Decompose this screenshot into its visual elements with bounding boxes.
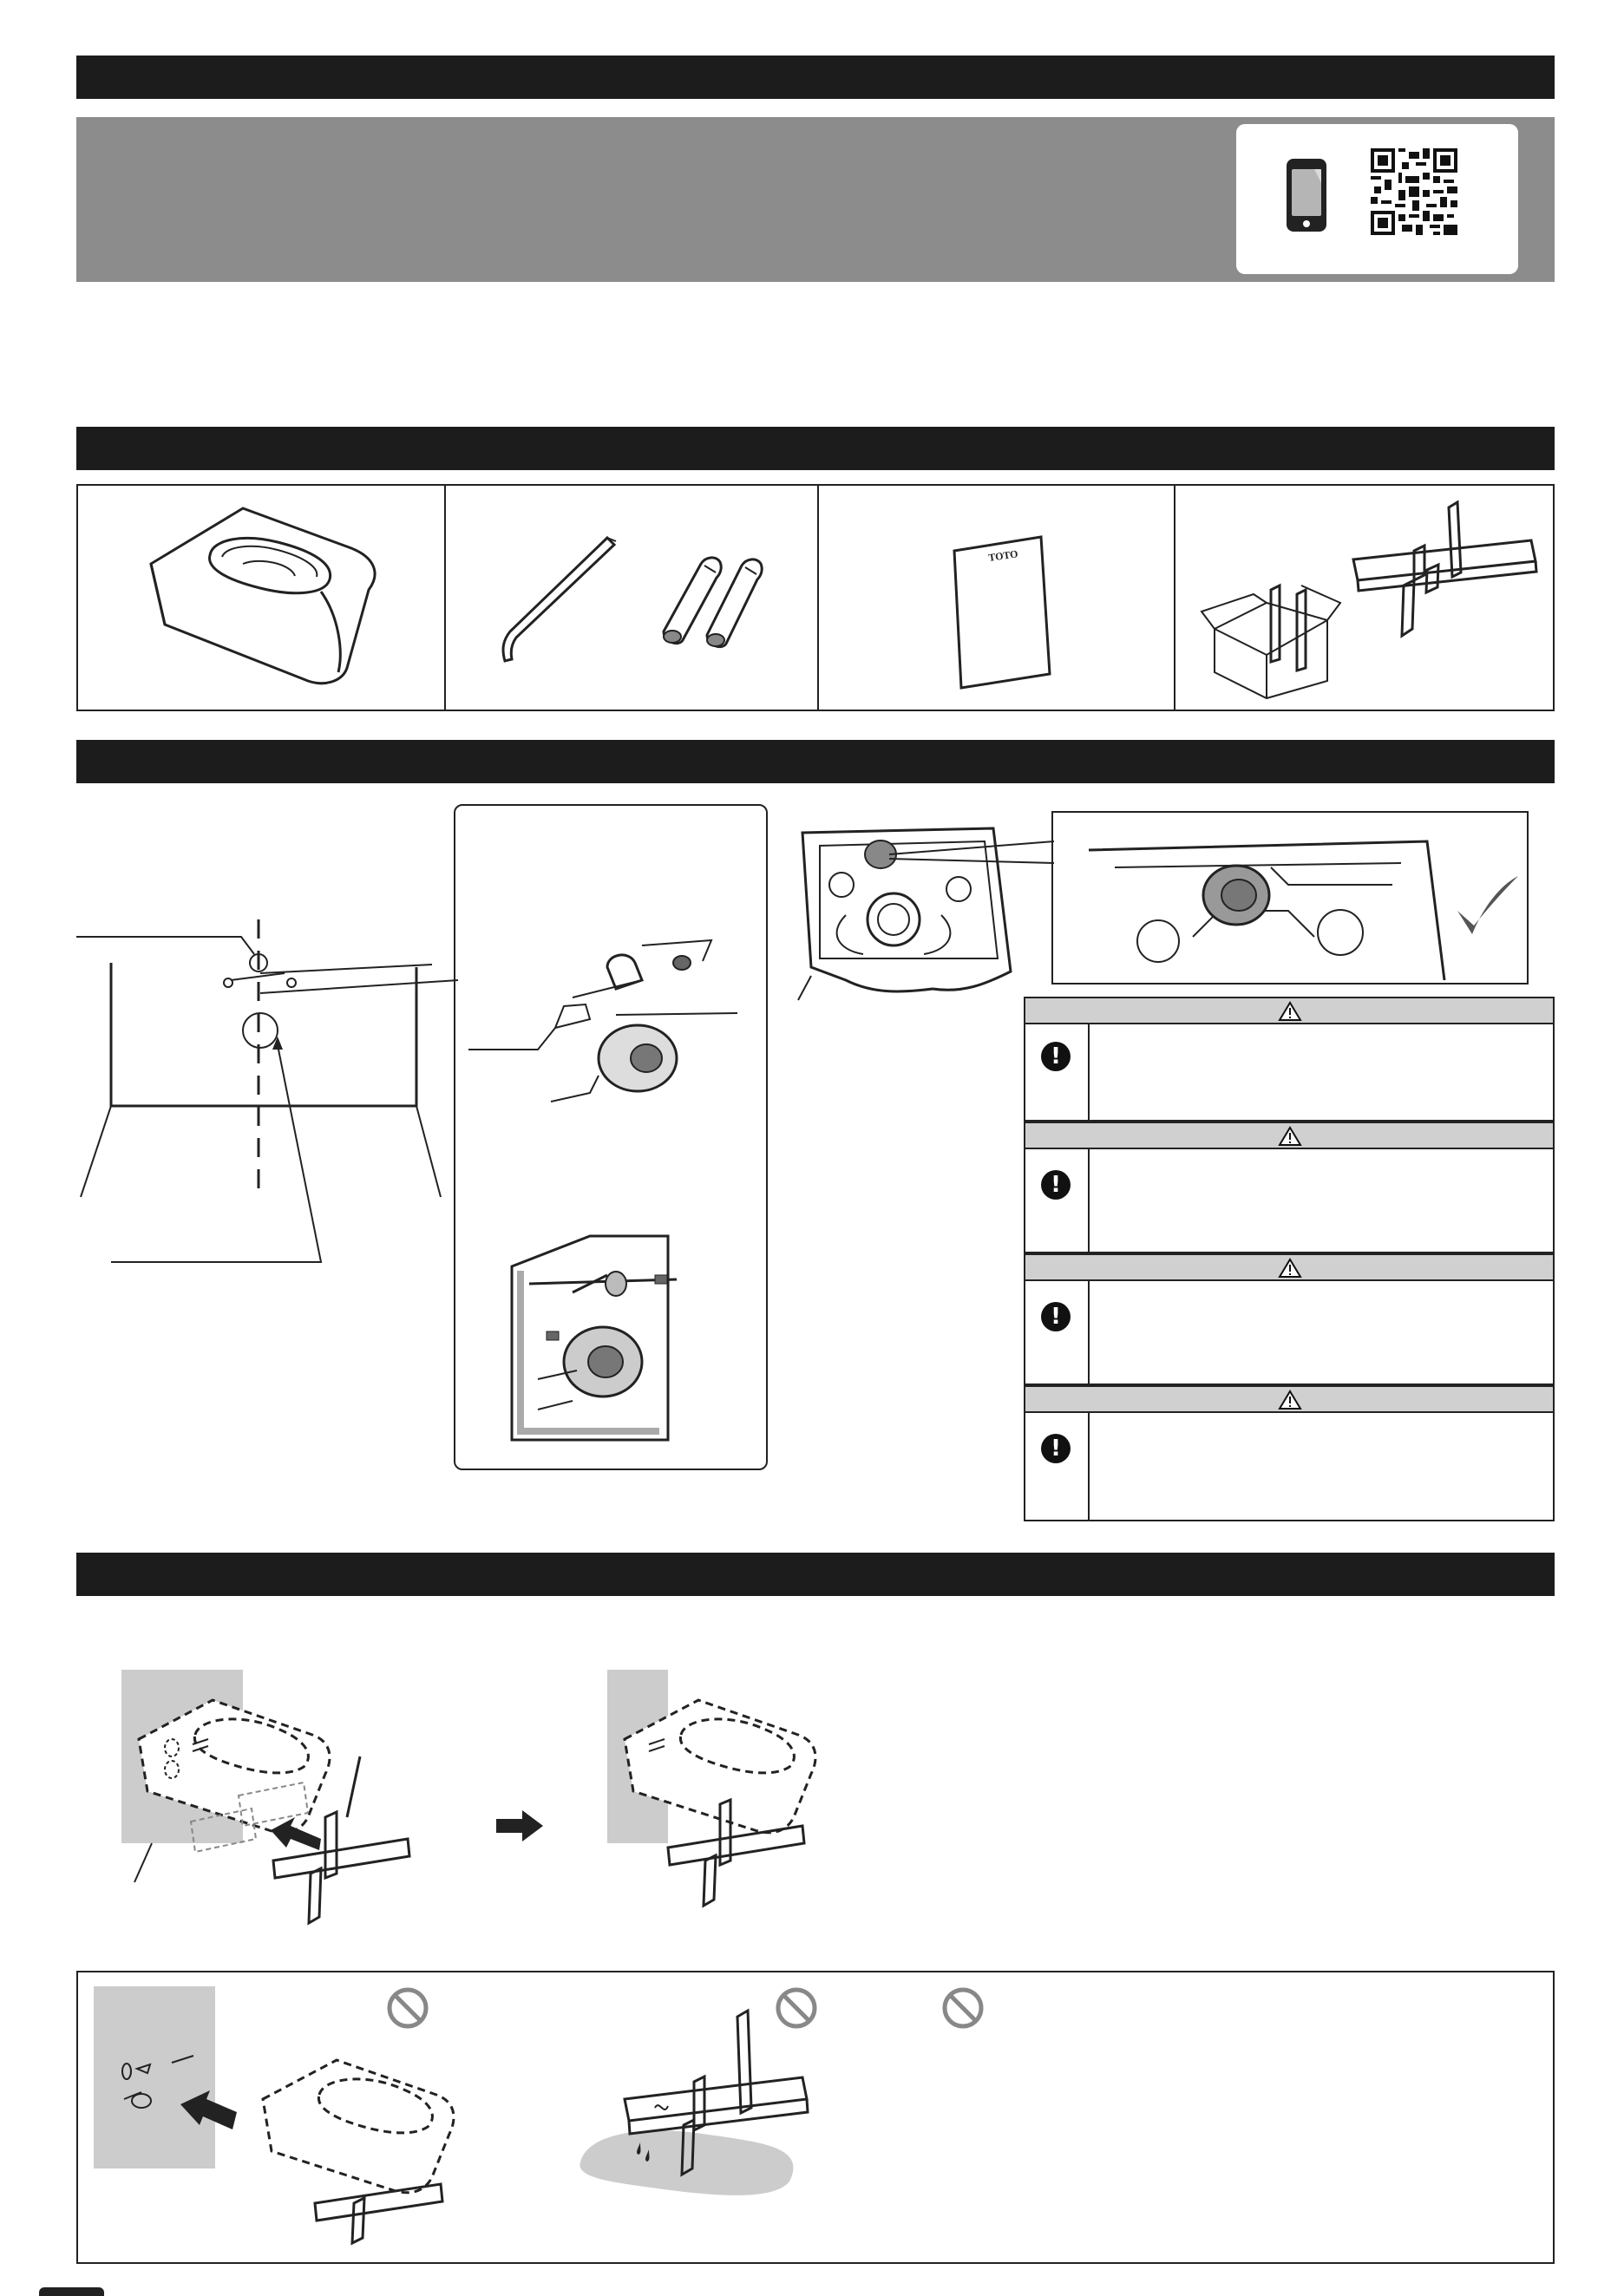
spacer-on-wet-floor-illustration (573, 1995, 833, 2203)
warning-body-4 (1024, 1413, 1555, 1521)
toilet-bowl-illustration (139, 494, 434, 694)
page-edge-marker (39, 2287, 104, 2296)
caution-exclamation-icon: ! (1041, 1170, 1071, 1200)
caution-exclamation-icon: ! (1041, 1042, 1071, 1071)
prohibited-icon (941, 1986, 985, 2030)
warning-body-3 (1024, 1281, 1555, 1385)
installation-section-bar (76, 1553, 1555, 1596)
preparation-section-bar (76, 740, 1555, 783)
warning-header-2 (1024, 1122, 1555, 1149)
warning-triangle-icon (1279, 1390, 1301, 1410)
packaging-spacer-illustration (1197, 490, 1562, 707)
qr-code-icon (1371, 148, 1457, 235)
smartphone-icon (1280, 157, 1332, 235)
top-title-bar (76, 56, 1555, 99)
spacer-installed-illustration (607, 1670, 868, 1904)
manual-logo: TOTO (987, 547, 1019, 564)
bolt-left (664, 558, 721, 644)
warning-triangle-icon (1279, 1127, 1301, 1146)
warning-body-2 (1024, 1149, 1555, 1253)
warning-header-3 (1024, 1253, 1555, 1281)
wall-mount-detail-illustration (503, 1232, 763, 1457)
caution-exclamation-icon: ! (1041, 1302, 1071, 1331)
warning-header-4 (1024, 1385, 1555, 1413)
carton-box (1202, 585, 1340, 698)
bolt-detail-illustration (468, 928, 755, 1240)
check-icon (1453, 872, 1522, 941)
caution-exclamation-icon: ! (1041, 1434, 1071, 1463)
arrow-right-icon (494, 1809, 547, 1843)
warning-header-1 (1024, 997, 1555, 1024)
incorrect-mounting-illustration (94, 1986, 458, 2238)
spacer-piece (1353, 502, 1536, 636)
warning-body-1 (1024, 1024, 1555, 1122)
manual-booklet-illustration (937, 533, 1110, 698)
warning-triangle-icon (1279, 1259, 1301, 1278)
spacer-insertion-illustration (113, 1670, 460, 1930)
parts-section-bar (76, 427, 1555, 470)
zoom-connector-lines (885, 837, 1058, 872)
zoom-detail-illustration (1063, 815, 1453, 980)
mobile-qr-panel (1236, 124, 1518, 274)
wall-layout-diagram (76, 902, 467, 1318)
warning-triangle-icon (1279, 1002, 1301, 1021)
hex-key-and-bolts-illustration (477, 529, 841, 685)
